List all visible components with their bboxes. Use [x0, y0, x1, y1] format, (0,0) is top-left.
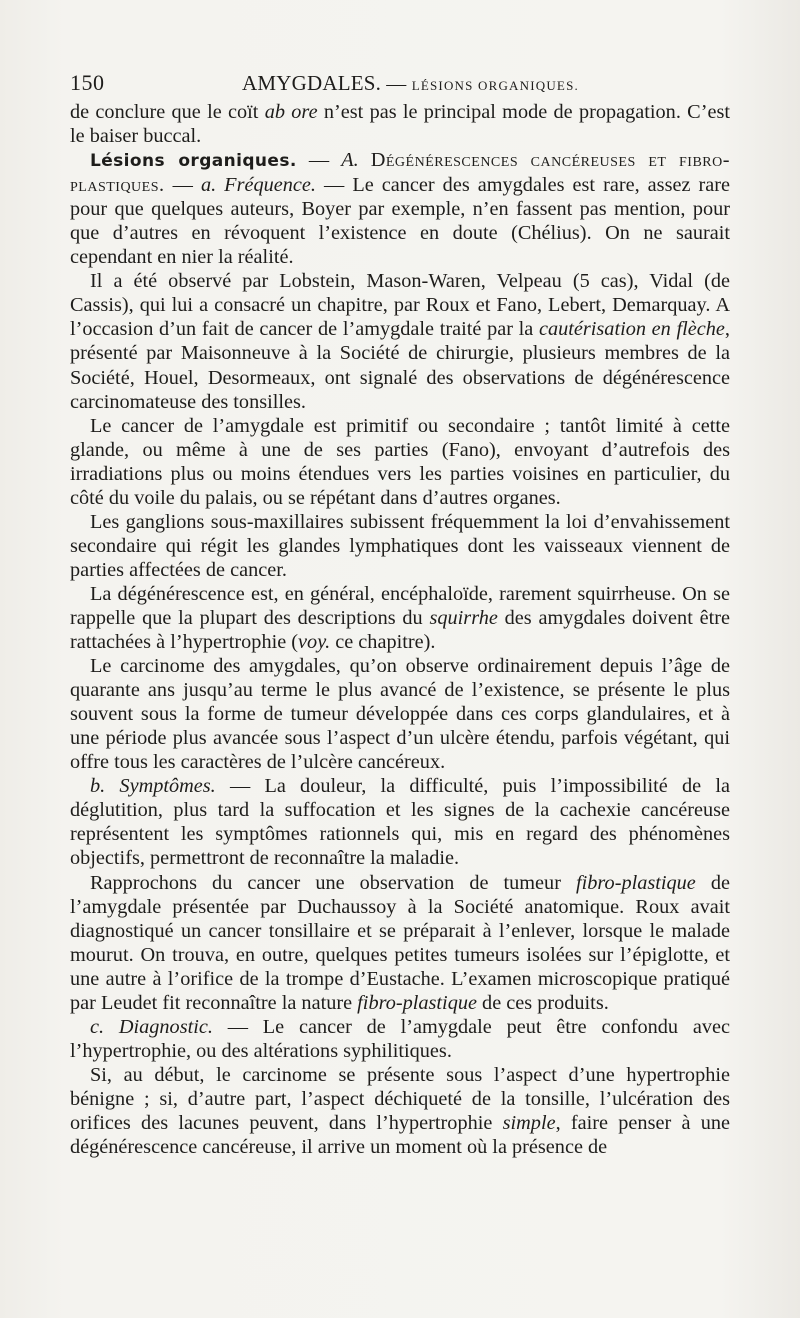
italic-text: b. Symptômes.	[90, 775, 216, 798]
section-heading: Lésions organiques.	[90, 151, 297, 172]
paragraph	[70, 871, 730, 1015]
running-title-dash: —	[386, 73, 407, 95]
italic-text: c. Diagnostic.	[90, 1015, 213, 1038]
text-run: n’est pas le principal mode de propagation. C’est le baiser buccal.	[70, 101, 730, 148]
text-run: Le cancer de l’amygdale est primitif ou secondaire ; tantôt limité à cette glande, ou même à une de ses parties (Fano), envoyant d’autrefois des irradiations plus ou moins étendues vers les parties voisines en particulier, du côté du voile du palais, ou se répétant dans d’autres organes.	[70, 414, 730, 509]
text-run: de ces produits.	[476, 991, 609, 1014]
paragraph	[70, 100, 730, 148]
paragraph	[70, 582, 730, 654]
italic-text: simple	[502, 1111, 556, 1134]
text-run: ce chapitre).	[330, 631, 436, 654]
text-run: Il a été observé par Lobstein, Mason-Waren, Velpeau (5 cas), Vidal (de Cassis), qui lui a consacré un chapitre, par Roux et Fano, Lebert, Demarquay. A l’occasion d’un fait de cancer de l’amygdale traité par la	[70, 270, 730, 341]
text-run: — Le cancer de l’amygdale peut être confondu avec l’hypertrophie, ou des altérations syphilitiques.	[70, 1015, 730, 1062]
text-run: , présenté par Maisonneuve à la Société de chirurgie, plusieurs membres de la Société, Houel, Desormeaux, ont signalé des observations de dégénérescence carcinomateuse des tonsilles.	[70, 318, 730, 413]
paragraph	[70, 774, 730, 870]
paragraph	[70, 1015, 730, 1063]
italic-text: cautérisation en flèche	[538, 318, 725, 341]
text-run: —	[296, 149, 342, 172]
text-run: Les ganglions sous-maxillaires subissent fréquemment la loi d’envahissement secondaire qui régit les glandes lymphatiques dont les vaisseaux viennent de parties affectées de cancer.	[70, 510, 730, 581]
running-title	[242, 71, 579, 96]
paragraph	[70, 510, 730, 582]
italic-text: fibro-plastique	[357, 991, 477, 1014]
text-run: , faire penser à une dégénérescence cancéreuse, il arrive un moment où la présence de	[70, 1111, 731, 1159]
paragraph	[70, 654, 730, 774]
running-header	[70, 70, 730, 100]
italic-text: squirrhe	[429, 606, 498, 629]
italic-text: voy.	[298, 631, 331, 654]
text-run: de conclure que le coït	[70, 101, 265, 123]
small-caps-heading: Dégénérescences cancéreuses et fibro-plastiques.	[70, 149, 730, 197]
text-run: La dégénérescence est, en général, encéphaloïde, rarement squirrheuse. On se rappelle que la plupart des descriptions du	[70, 582, 730, 629]
page-number: 150	[70, 70, 105, 95]
running-title-sub: LÉSIONS ORGANIQUES.	[411, 78, 579, 93]
italic-text: A.	[341, 149, 359, 172]
italic-text: fibro-plastique	[576, 871, 696, 894]
text-run: Rapprochons du cancer une observation de tumeur	[90, 871, 576, 894]
text-run: —	[164, 174, 201, 197]
text-run: Le carcinome des amygdales, qu’on observe ordinairement depuis l’âge de quarante ans jusqu’au terme le plus avancé de l’existence, se présente le plus souvent sous la forme de tumeur développée dans ces corps glandulaires, et à une période plus avancée sous l’aspect d’un ulcère étendu, parfois végétant, qui offre tous les caractères de l’ulcère cancéreux.	[70, 655, 730, 774]
text-run: de l’amygdale présentée par Duchaussoy à la Société anatomique. Roux avait diagnostiqué un cancer tonsillaire et se préparait à l’enlever, lorsque le malade mourut. On trouva, en outre, quelques petites tumeurs isolées sur l’épiglotte, et une autre à l’orifice de la trompe d’Eustache. L’examen microscopique pratiqué par Leudet fit reconnaître la nature	[70, 871, 730, 1014]
paragraph	[70, 414, 730, 510]
text-run: Si, au début, le carcinome se présente sous l’aspect d’une hypertrophie bénigne ; si, d’autre part, l’aspect déchiqueté de la tonsille, l’ulcération des orifices des lacunes peuvent, dans l’hypertrophie	[70, 1063, 730, 1134]
paragraph	[70, 148, 730, 269]
paragraph	[70, 1063, 730, 1159]
italic-text: a. Fréquence.	[200, 174, 316, 197]
text-run: des amygdales doivent être rattachées à l’hypertrophie (	[70, 606, 730, 654]
running-title-main: AMYGDALES.	[242, 71, 382, 95]
text-run: — La douleur, la difficulté, puis l’impossibilité de la déglutition, plus tard la suffocation et les signes de la cachexie cancéreuse représentent les symptômes rationnels qui, mis en regard des phénomènes objectifs, permettront de reconnaître la maladie.	[70, 775, 730, 870]
body-text	[70, 100, 730, 1159]
paragraph	[70, 269, 730, 413]
italic-text: ab ore	[264, 101, 318, 123]
text-run	[359, 149, 371, 171]
text-run: — Le cancer des amygdales est rare, assez rare pour que quelques auteurs, Boyer par exemple, n’en fassent pas mention, pour que d’autres en révoquent l’existence en doute (Chélius). On ne saurait cependant en nier la réalité.	[70, 174, 731, 269]
